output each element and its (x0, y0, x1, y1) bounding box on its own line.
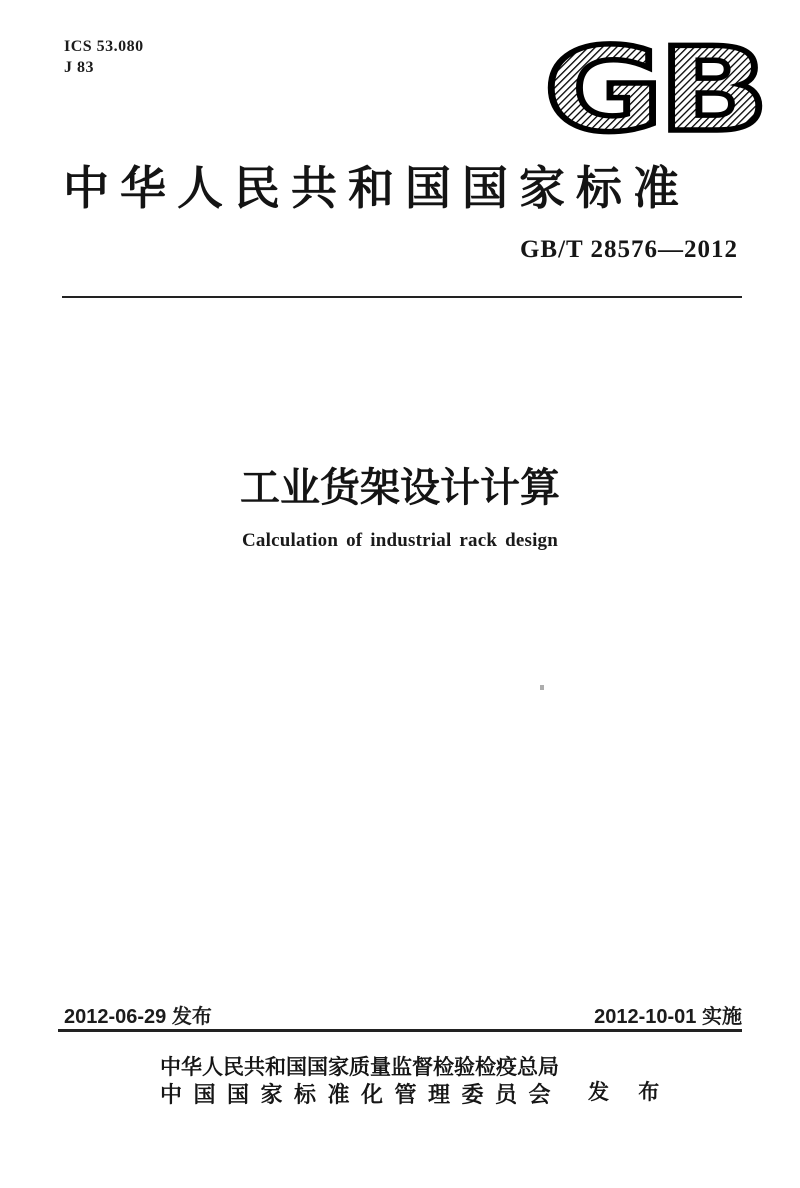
standard-number: GB/T 28576—2012 (519, 236, 738, 263)
scan-artifact (540, 685, 544, 690)
date-row (64, 1000, 742, 1029)
issuer-aqsiq: 中华人民共和国国家质量监督检验检疫总局 (160, 1055, 559, 1079)
country-standard-heading: 中华人民共和国国家标准 (63, 163, 690, 214)
bottom-divider-line (58, 1029, 742, 1032)
issue-date: 2012-06-29 发布 (64, 1006, 212, 1028)
publish-label: 发 布 (588, 1080, 672, 1104)
ics-code: ICS 53.080 (64, 38, 144, 55)
doc-class-code: J 83 (64, 59, 94, 76)
ics-classification-block (64, 36, 144, 78)
issuer-block (160, 1053, 563, 1109)
implementation-date: 2012-10-01 实施 (594, 1006, 742, 1028)
gb-standard-logo (540, 38, 768, 142)
issuer-sac: 中国国家标准化管理委员会 (160, 1082, 563, 1107)
top-divider-line (62, 296, 742, 298)
gb-logo-text: GB (544, 38, 764, 142)
document-title-zh: 工业货架设计计算 (240, 465, 560, 510)
document-title-en: Calculation of industrial rack design (241, 530, 559, 551)
